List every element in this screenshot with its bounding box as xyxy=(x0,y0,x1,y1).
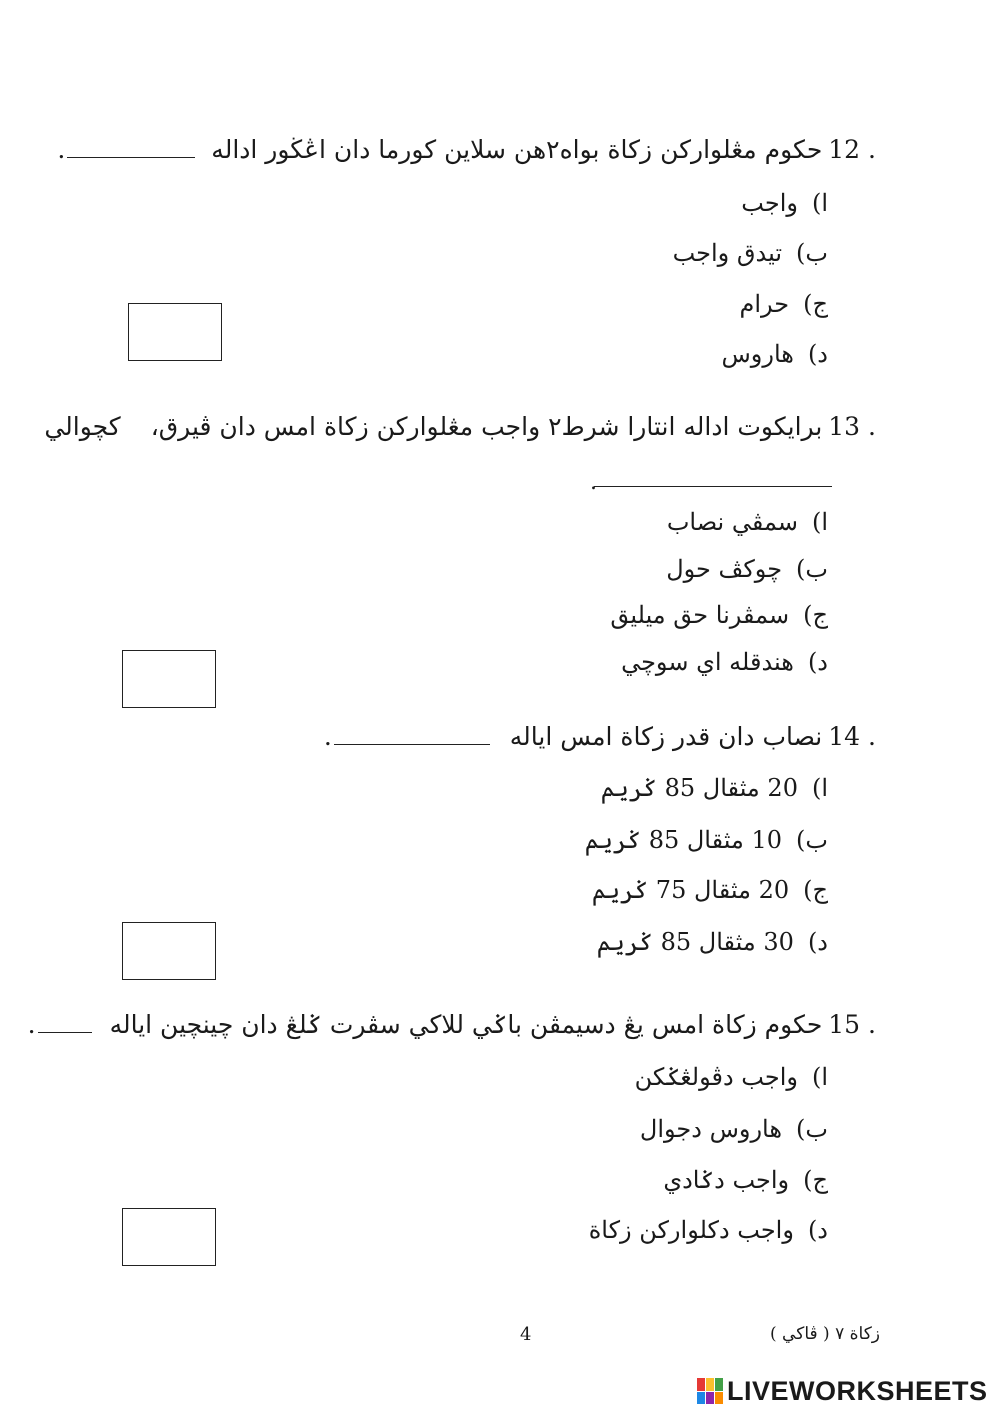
option-13-c: ج)سمڤرنا حق ميليق xyxy=(610,601,828,629)
answer-box-12[interactable] xyxy=(128,303,222,361)
option-14-a: ا)20 مثقال 85 ݢريم xyxy=(600,774,828,802)
answer-blank xyxy=(334,726,490,745)
option-15-a: ا)واجب دڤولڠݢکن xyxy=(634,1063,828,1091)
page-number: 4 xyxy=(520,1324,532,1345)
question-tail: کچوالي xyxy=(44,412,121,441)
question-number: 14 . xyxy=(828,722,876,751)
option-15-c: ج)واجب دݢادي xyxy=(663,1166,828,1194)
brand-logo-icon xyxy=(697,1378,723,1404)
question-text: حکوم مڠلوارکن زكاة بواه٢هن سلاين کورما دان اڠڬور اداله xyxy=(211,135,823,164)
option-12-d: د)هاروس xyxy=(721,340,828,368)
question-text: نصاب دان قدر زكاة امس اياله xyxy=(509,722,823,751)
liveworksheets-logo xyxy=(697,1376,988,1406)
option-14-b: ب)10 مثقال 85 ݢريم xyxy=(584,826,828,854)
answer-box-14[interactable] xyxy=(122,922,216,980)
option-12-b: ب)تيدق واجب xyxy=(672,239,828,267)
question-12: 12 .حکوم مڠلوارکن زكاة بواه٢هن سلاين کورما دان اڠڬور اداله . xyxy=(57,135,876,164)
option-13-a: ا)سمڤي نصاب xyxy=(666,508,828,536)
answer-blank xyxy=(38,1014,92,1033)
question-14: 14 .نصاب دان قدر زكاة امس اياله . xyxy=(323,722,876,751)
option-15-b: ب)هاروس دجوال xyxy=(639,1115,828,1143)
question-15: 15 .حکوم زكاة امس يڠ دسيمڤن باݢي للاکي سڤرت ݢلڠ دان چينچين اياله . xyxy=(27,1010,876,1039)
blank-period: . xyxy=(590,470,597,495)
question-number: 12 . xyxy=(828,135,876,164)
brand-name: LIVEWORKSHEETS xyxy=(727,1375,988,1406)
footer-title: زكاة ٧ ( ڤاکي ) xyxy=(770,1324,880,1344)
option-13-b: ب)چوکڤ حول xyxy=(666,555,828,583)
option-12-a: ا)واجب xyxy=(741,189,828,217)
answer-box-13[interactable] xyxy=(122,650,216,708)
option-13-d: د)هندقله اي سوچي xyxy=(621,648,828,676)
question-13 xyxy=(44,412,876,441)
question-number: 15 . xyxy=(828,1010,876,1039)
option-14-d: د)30 مثقال 85 ݢريم xyxy=(596,928,828,956)
answer-blank xyxy=(67,139,195,158)
question-text: حکوم زكاة امس يڠ دسيمڤن باݢي للاکي سڤرت ݢلڠ دان چينچين اياله xyxy=(109,1010,823,1039)
option-15-d: د)واجب دکلوارکن زكاة xyxy=(588,1216,828,1244)
question-text: برايکوت اداله انتارا شرط٢ واجب مڠلوارکن زكاة امس دان ڤيرق، xyxy=(150,412,823,441)
question-number: 13 . xyxy=(828,412,876,441)
answer-blank xyxy=(594,466,832,487)
option-12-c: ج)حرام xyxy=(739,290,828,318)
option-14-c: ج)20 مثقال 75 ݢريم xyxy=(591,876,828,904)
answer-box-15[interactable] xyxy=(122,1208,216,1266)
